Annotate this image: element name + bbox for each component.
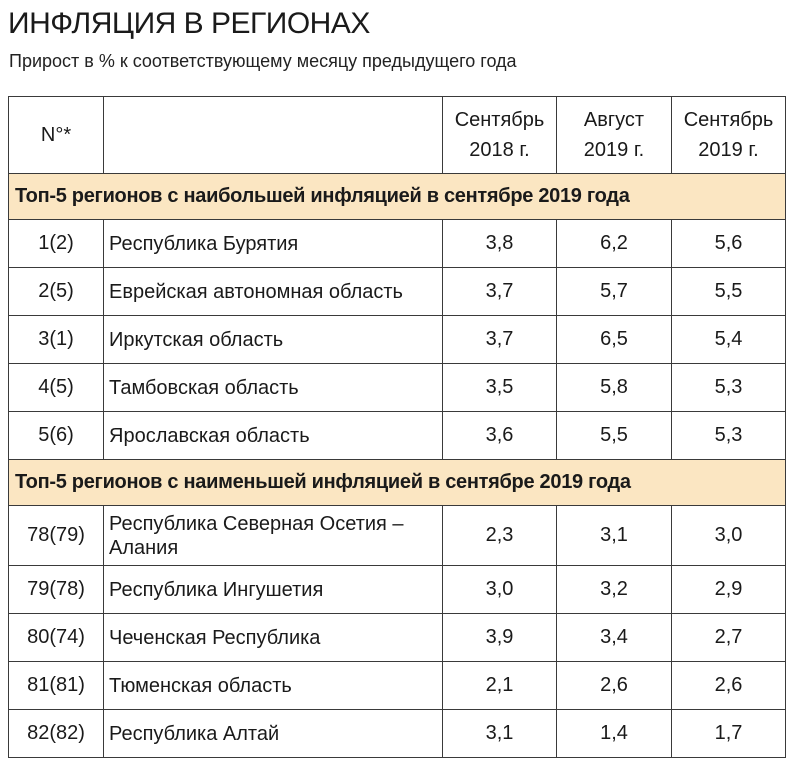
section-title: Топ-5 регионов с наименьшей инфляцией в сентябре 2019 года: [9, 460, 786, 506]
row-value-sep-2018: 3,1: [443, 710, 557, 758]
row-rank: 82(82): [9, 710, 104, 758]
row-rank: 4(5): [9, 364, 104, 412]
table-row: [9, 412, 786, 460]
row-value-sep-2019: 2,6: [672, 662, 786, 710]
table-row: [9, 268, 786, 316]
header-sep-2019-line2: 2019 г.: [698, 139, 759, 161]
row-region: Иркутская область: [104, 316, 443, 364]
row-rank: 78(79): [9, 506, 104, 566]
row-value-sep-2018: 2,3: [443, 506, 557, 566]
row-value-aug-2019: 5,5: [557, 412, 672, 460]
row-region: Республика Ингушетия: [104, 566, 443, 614]
row-value-aug-2019: 5,8: [557, 364, 672, 412]
row-region: Республика Бурятия: [104, 220, 443, 268]
header-sep-2019-line1: Сентябрь: [683, 109, 774, 131]
header-aug-2019: [557, 97, 672, 174]
table-header-row: [9, 97, 786, 174]
row-rank: 3(1): [9, 316, 104, 364]
table-row: [9, 710, 786, 758]
row-value-sep-2018: 3,8: [443, 220, 557, 268]
inflation-table: [8, 96, 786, 758]
row-value-aug-2019: 6,2: [557, 220, 672, 268]
row-value-aug-2019: 1,4: [557, 710, 672, 758]
row-rank: 5(6): [9, 412, 104, 460]
row-rank: 2(5): [9, 268, 104, 316]
row-value-sep-2018: 3,5: [443, 364, 557, 412]
row-value-sep-2019: 2,7: [672, 614, 786, 662]
header-aug-2019-line1: Август: [583, 109, 645, 131]
row-value-sep-2019: 5,3: [672, 364, 786, 412]
row-value-sep-2018: 3,7: [443, 268, 557, 316]
row-region: Еврейская автономная область: [104, 268, 443, 316]
row-value-sep-2019: 2,9: [672, 566, 786, 614]
row-value-sep-2018: 3,9: [443, 614, 557, 662]
table-row: [9, 364, 786, 412]
row-value-sep-2019: 3,0: [672, 506, 786, 566]
row-value-aug-2019: 2,6: [557, 662, 672, 710]
header-sep-2018-line1: Сентябрь: [454, 109, 545, 131]
table-row: [9, 566, 786, 614]
header-sep-2018: [443, 97, 557, 174]
row-value-aug-2019: 3,2: [557, 566, 672, 614]
row-rank: 79(78): [9, 566, 104, 614]
row-region: Ярославская область: [104, 412, 443, 460]
row-value-sep-2019: 5,6: [672, 220, 786, 268]
table-row: [9, 614, 786, 662]
row-region: Тамбовская область: [104, 364, 443, 412]
table-row: [9, 506, 786, 566]
header-region: [104, 97, 443, 174]
table-row: [9, 220, 786, 268]
row-value-sep-2019: 1,7: [672, 710, 786, 758]
table-row: [9, 316, 786, 364]
header-sep-2019: [672, 97, 786, 174]
section-header-lowest: [9, 460, 786, 506]
table-row: [9, 662, 786, 710]
row-region: Тюменская область: [104, 662, 443, 710]
row-value-sep-2018: 3,6: [443, 412, 557, 460]
row-value-aug-2019: 5,7: [557, 268, 672, 316]
row-rank: 1(2): [9, 220, 104, 268]
row-value-aug-2019: 3,4: [557, 614, 672, 662]
row-value-sep-2019: 5,4: [672, 316, 786, 364]
row-value-aug-2019: 3,1: [557, 506, 672, 566]
page-title: ИНФЛЯЦИЯ В РЕГИОНАХ: [8, 7, 370, 40]
row-value-sep-2019: 5,5: [672, 268, 786, 316]
row-region: Республика Алтай: [104, 710, 443, 758]
row-rank: 81(81): [9, 662, 104, 710]
section-header-highest: [9, 174, 786, 220]
row-value-sep-2019: 5,3: [672, 412, 786, 460]
row-rank: 80(74): [9, 614, 104, 662]
row-region: Чеченская Республика: [104, 614, 443, 662]
page-subtitle: Прирост в % к соответствующему месяцу предыдущего года: [9, 51, 517, 71]
header-no: N°*: [9, 97, 104, 174]
row-region: Республика Северная Осетия – Алания: [104, 506, 443, 566]
row-value-sep-2018: 3,0: [443, 566, 557, 614]
row-value-sep-2018: 3,7: [443, 316, 557, 364]
row-value-sep-2018: 2,1: [443, 662, 557, 710]
row-value-aug-2019: 6,5: [557, 316, 672, 364]
section-title: Топ-5 регионов с наибольшей инфляцией в сентябре 2019 года: [9, 174, 786, 220]
header-sep-2018-line2: 2018 г.: [469, 139, 530, 161]
header-aug-2019-line2: 2019 г.: [583, 139, 645, 161]
